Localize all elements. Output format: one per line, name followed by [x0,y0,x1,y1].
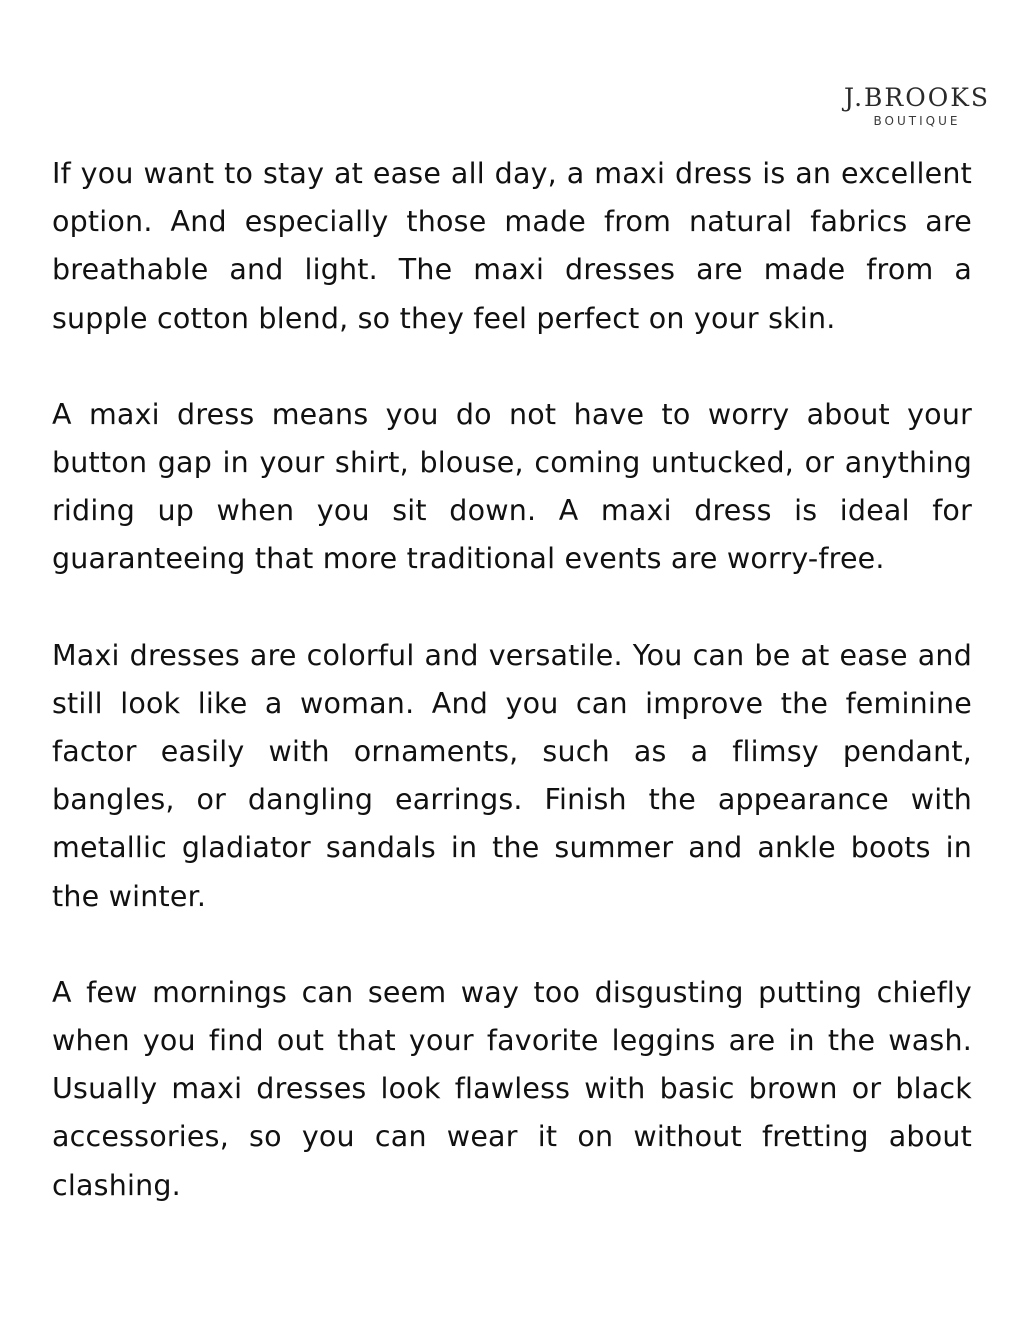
paragraph-3: Maxi dresses are colorful and versatile. You can be at ease and still look like a woman. And you can improve the feminine factor easily with ornaments, such as a flimsy pendant, bangles, or dangling earrings. Finish the appearance with metallic gladiator sandals in the summer and ankle boots in the winter. [52,638,972,913]
logo-subtitle: BOUTIQUE [873,114,961,128]
article-body [52,150,972,1210]
paragraph-4: A few mornings can seem way too disgusting putting chiefly when you find out that your favorite leggins are in the wash. Usually maxi dresses look flawless with basic brown or black accessories, so you can wear it on without fretting about clashing. [52,975,972,1202]
brand-logo [832,84,1002,128]
paragraph-2: A maxi dress means you do not have to worry about your button gap in your shirt, blouse, coming untucked, or anything riding up when you sit down. A maxi dress is ideal for guaranteeing that more traditional events are worry-free. [52,397,972,576]
paragraph-1: If you want to stay at ease all day, a maxi dress is an excellent option. And especially those made from natural fabrics are breathable and light. The maxi dresses are made from a supple cotton blend, so they feel perfect on your skin. [52,157,972,335]
logo-wordmark: J.BROOKS [843,83,991,112]
